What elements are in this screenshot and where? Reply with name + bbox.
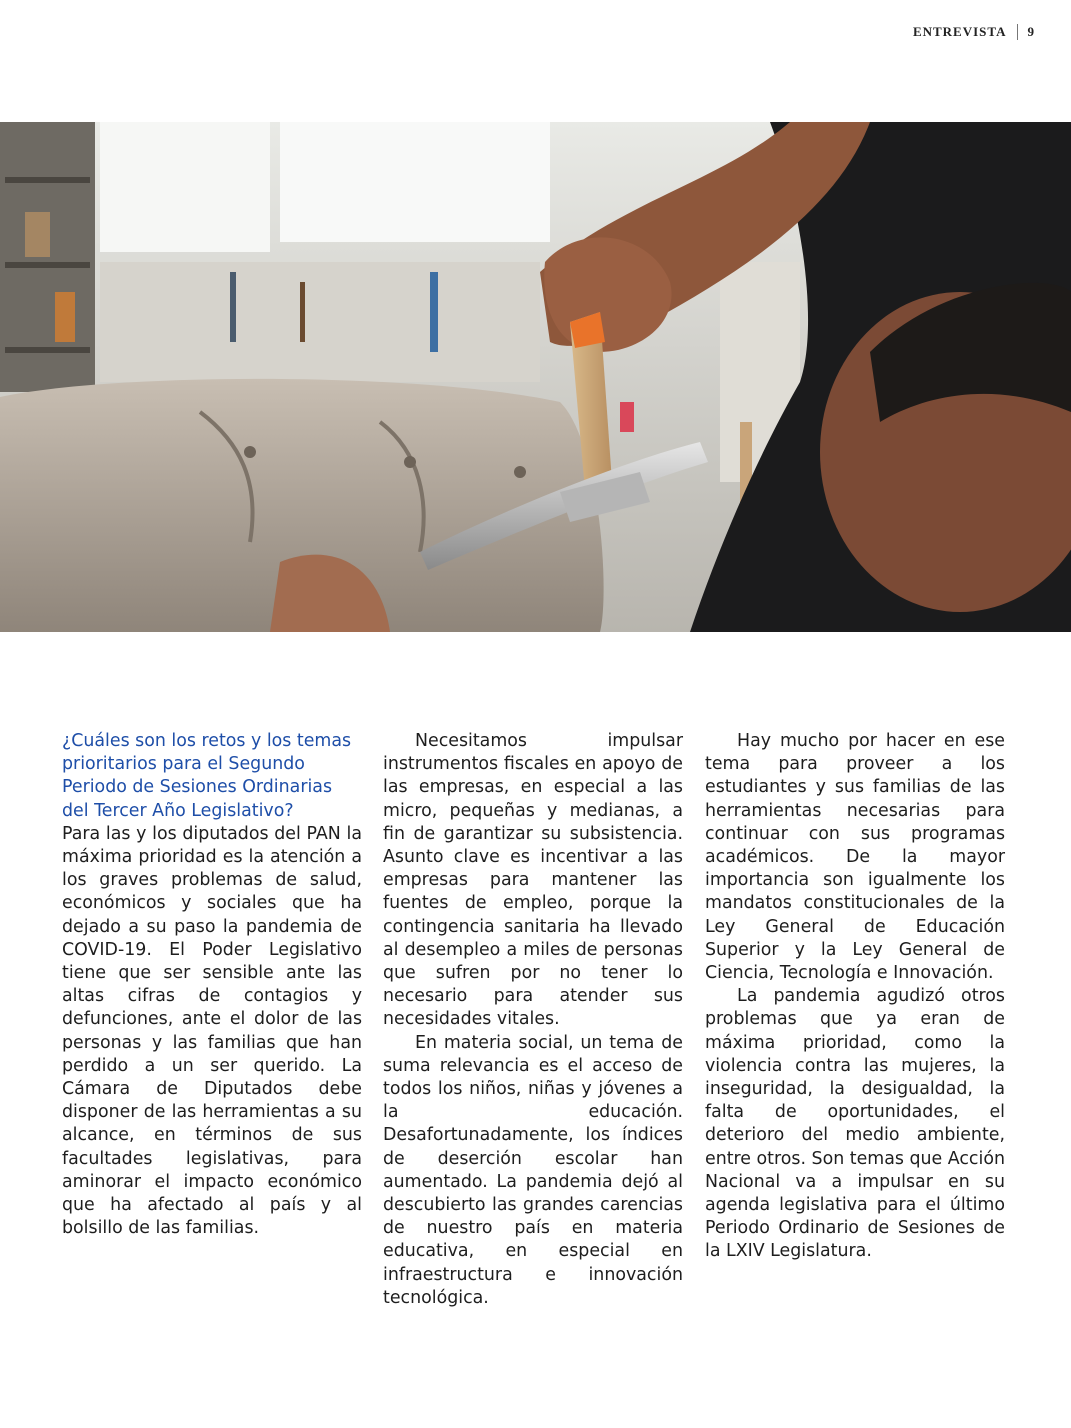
section-label: ENTREVISTA — [912, 24, 1007, 39]
paragraph: Para las y los diputados del PAN la máxima prioridad es la atención a los graves problemas de salud, económicos y sociales que ha dejado a su paso la pandemia de COVID-19. El Poder Legislativo tiene que ser sensible ante las altas cifras de contagios y defunciones, ante el dolor de las personas y las familias que han perdido a un ser querido. La Cámara de Diputados debe disponer de las herramientas a su alcance, en términos de sus facultades legislativas, para aminorar el impacto económico que ha afectado al país y al bolsillo de las familias. — [62, 823, 362, 1239]
paragraph: La pandemia agudizó otros problemas que ya eran de máxima prioridad, como la violencia contra las mujeres, la inseguridad, la desigualdad, la falta de oportunidades, el deterioro del medio ambiente, entre otros. Son temas que Acción Nacional va a impulsar en su agenda legislativa para el último Periodo Ordinario de Sesiones de la LXIV Legislatura. — [705, 986, 1005, 1262]
paragraph: Necesitamos impulsar instrumentos fiscales en apoyo de las empresas, en especial a las micro, pequeñas y medianas, a fin de garantizar su subsistencia. Asunto clave es incentivar a las empresas para mantener las fuentes de empleo, porque la contingencia sanitaria ha llevado al desempleo a miles de personas que sufren por no tener lo necesario para atender sus necesidades vitales. — [383, 731, 683, 1030]
paragraph: Hay mucho por hacer en ese tema para proveer a los estudiantes y sus familias de las herramientas necesarias para continuar con sus programas académicos. De la mayor importancia son igualmente los mandatos constitucionales de la Ley General de Educación Superior y la Ley General de Ciencia, Tecnología e Innovación. — [705, 731, 1005, 984]
column-1 — [62, 730, 362, 1240]
page-number: 9 — [1027, 24, 1035, 39]
upholsterer-hammer-photo — [0, 122, 1071, 632]
running-header — [913, 24, 1035, 40]
column-3 — [705, 730, 1005, 1264]
header-divider — [1017, 24, 1018, 40]
photo-illustration — [0, 122, 1071, 632]
column-2 — [383, 730, 683, 1310]
interview-question: ¿Cuáles son los retos y los temas prioritarios para el Segundo Periodo de Sesiones Ordinarias del Tercer Año Legislativo? — [62, 731, 352, 821]
paragraph: En materia social, un tema de suma relevancia es el acceso de todos los niños, niñas y jóvenes a la educación. Desafortunadamente, los índices de deserción escolar han aumentado. La pandemia dejó al descubierto las grandes carencias de nuestro país en materia educativa, en especial en infraestructura e innovación tecnológica. — [383, 1032, 683, 1308]
